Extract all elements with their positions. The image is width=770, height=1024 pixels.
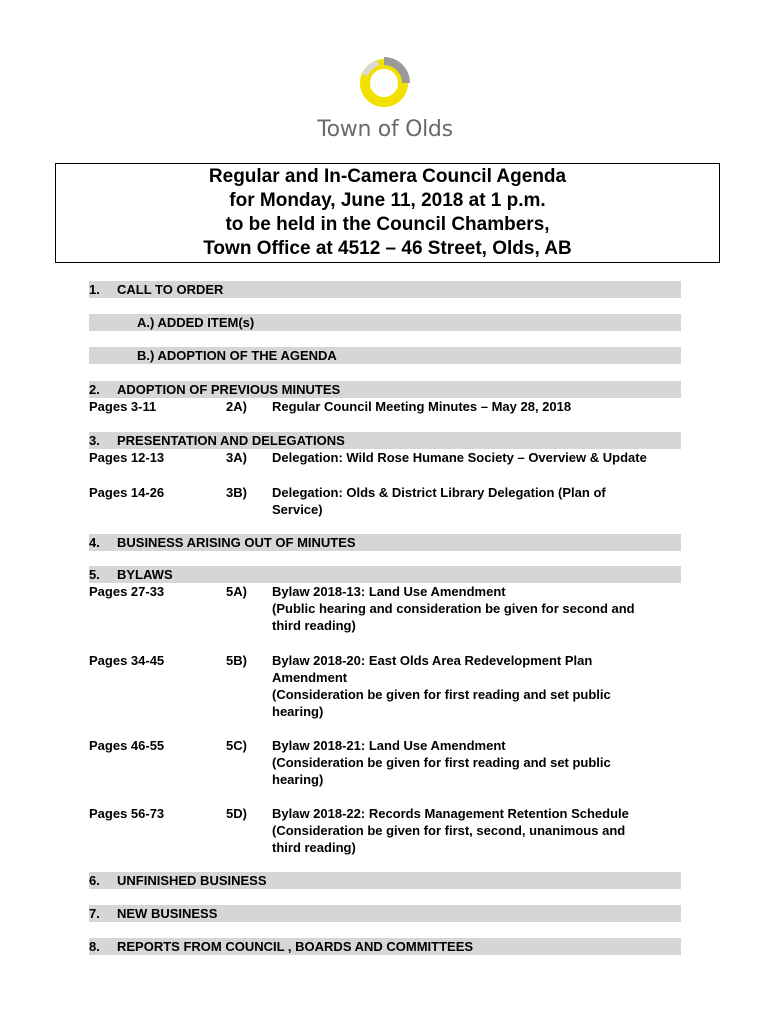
section-previous-minutes	[89, 381, 681, 398]
title-line: for Monday, June 11, 2018 at 1 p.m.	[229, 190, 546, 211]
item-line: Delegation: Wild Rose Humane Society – Overview & Update	[272, 450, 647, 465]
section-presentation	[89, 432, 681, 449]
item-line: (Consideration be given for first, second, unanimous and	[272, 823, 626, 838]
title-line: to be held in the Council Chambers,	[225, 214, 550, 235]
item-code: 5D)	[226, 806, 247, 821]
item-pages: Pages 3-11	[89, 399, 157, 414]
section-call-to-order	[89, 281, 681, 298]
item-pages: Pages 56-73	[89, 806, 165, 821]
agenda-title-box	[55, 163, 720, 263]
section-number: 4.	[89, 535, 100, 550]
section-heading: A.) ADDED ITEM(s)	[137, 315, 255, 330]
item-pages: Pages 34-45	[89, 653, 165, 668]
item-description	[272, 652, 677, 720]
item-code: 5A)	[226, 584, 247, 599]
item-line: Bylaw 2018-22: Records Management Retention Schedule	[272, 806, 629, 821]
town-of-olds-logo	[356, 55, 412, 111]
item-line: Regular Council Meeting Minutes – May 28, 2018	[272, 399, 572, 414]
item-description	[272, 805, 677, 856]
item-pages: Pages 27-33	[89, 584, 165, 599]
section-number: 6.	[89, 873, 100, 888]
item-code: 3B)	[226, 485, 247, 500]
item-line: (Consideration be given for first reading and set public	[272, 687, 611, 702]
section-reports	[89, 938, 681, 955]
section-number: 8.	[89, 939, 100, 954]
item-code: 2A)	[226, 399, 247, 414]
item-code: 5C)	[226, 738, 247, 753]
item-line: Bylaw 2018-13: Land Use Amendment	[272, 584, 506, 599]
item-line: Amendment	[272, 670, 348, 685]
item-line: (Consideration be given for first reading and set public	[272, 755, 611, 770]
item-line: Bylaw 2018-20: East Olds Area Redevelopment Plan	[272, 653, 593, 668]
item-line: Bylaw 2018-21: Land Use Amendment	[272, 738, 506, 753]
item-pages: Pages 46-55	[89, 738, 165, 753]
item-code: 5B)	[226, 653, 247, 668]
section-heading: BUSINESS ARISING OUT OF MINUTES	[117, 535, 356, 550]
title-line: Town Office at 4512 – 46 Street, Olds, AB	[203, 238, 572, 259]
org-name: Town of Olds	[317, 117, 453, 142]
section-number: 2.	[89, 382, 100, 397]
section-unfinished-business	[89, 872, 681, 889]
item-line: Delegation: Olds & District Library Delegation (Plan of	[272, 485, 606, 500]
item-line: third reading)	[272, 840, 356, 855]
section-heading: REPORTS FROM COUNCIL , BOARDS AND COMMITTEES	[117, 939, 474, 954]
section-bylaws	[89, 566, 681, 583]
section-heading: B.) ADOPTION OF THE AGENDA	[137, 348, 337, 363]
item-description	[272, 398, 677, 415]
item-line: (Public hearing and consideration be given for second and	[272, 601, 635, 616]
section-adoption-agenda	[89, 347, 681, 364]
section-heading: NEW BUSINESS	[117, 906, 218, 921]
section-number: 1.	[89, 282, 100, 297]
section-new-business	[89, 905, 681, 922]
section-business-arising	[89, 534, 681, 551]
section-heading: BYLAWS	[117, 567, 173, 582]
item-line: hearing)	[272, 772, 324, 787]
item-line: third reading)	[272, 618, 356, 633]
item-pages: Pages 12-13	[89, 450, 165, 465]
section-added-items	[89, 314, 681, 331]
section-heading: PRESENTATION AND DELEGATIONS	[117, 433, 345, 448]
section-heading: ADOPTION OF PREVIOUS MINUTES	[117, 382, 341, 397]
item-line: hearing)	[272, 704, 324, 719]
section-heading: CALL TO ORDER	[117, 282, 224, 297]
section-number: 7.	[89, 906, 100, 921]
title-line: Regular and In-Camera Council Agenda	[208, 166, 567, 187]
item-code: 3A)	[226, 450, 247, 465]
item-description	[272, 449, 677, 466]
item-description	[272, 583, 677, 634]
section-number: 3.	[89, 433, 100, 448]
item-description	[272, 737, 677, 788]
item-line: Service)	[272, 502, 323, 517]
section-heading: UNFINISHED BUSINESS	[117, 873, 267, 888]
item-pages: Pages 14-26	[89, 485, 165, 500]
item-description	[272, 484, 677, 518]
section-number: 5.	[89, 567, 100, 582]
